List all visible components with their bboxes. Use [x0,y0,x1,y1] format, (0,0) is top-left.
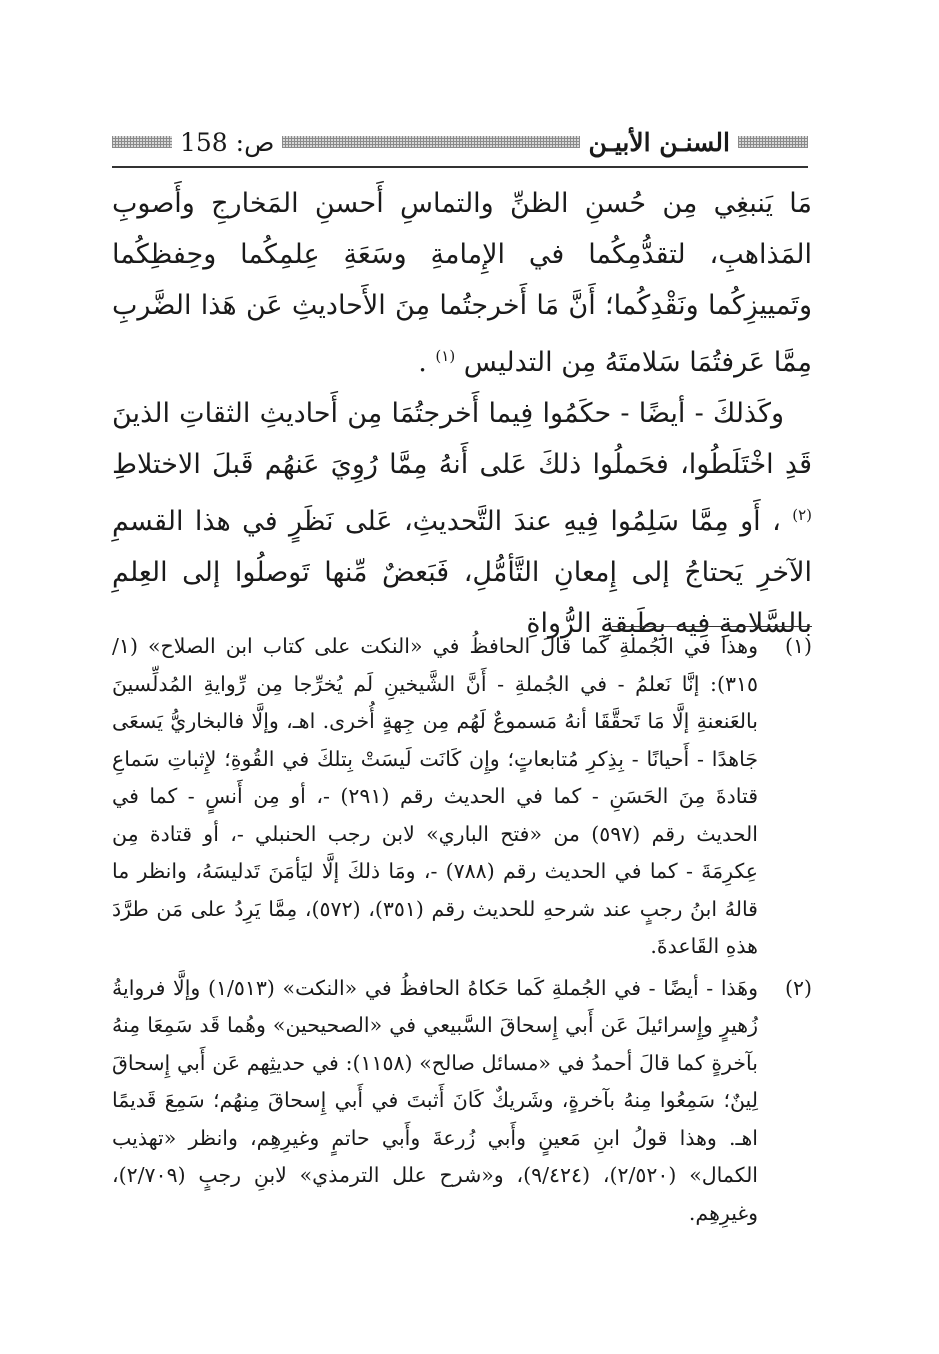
running-header [112,120,808,164]
header-ornament-middle [282,136,580,148]
footnote-2 [112,970,812,1233]
paragraph-1-text: مَا يَنبغِي مِن حُسنِ الظنِّ والتماسِ أَحسنِ المَخارجِ وأَصوبِ المَذاهبِ، لتقدُّمِكُما في الإِمامةِ وسَعَةِ عِلمِكُما وحِفظِكُما وتَمييزِكُما ونَقْدِكُما؛ أَنَّ مَا أَخرجتُما مِنَ الأَحاديثِ عَن هَذا الضَّربِ مِمَّا عَرفتُمَا سَلامتَهُ مِن التدليس [112,188,812,378]
book-title: السنـن الأبيـن [588,127,730,157]
footnote-separator [612,626,812,627]
paragraph-2-rest: ، أَو مِمَّا سَلِمُوا فِيهِ عندَ التَّحديثِ، عَلى نَظَرٍ في هذا القسمِ الآخرِ يَحتاجُ إلى إِمعانِ التَّأمُّلِ، فَبَعضٌ مِّنها تَوصلُوا إلى العِلمِ بالسَّلامةِ فِيه بِطَبقةِ الرُّواةِ [112,506,812,639]
header-ornament-left [112,136,172,148]
paragraph-2-text: وكَذلكَ - أيضًا - حكَمُوا فِيما أَخرجتُمَا مِن أَحاديثِ الثقاتِ الذينَ قَدِ اخْتَلَطُوا، فحَملُوا ذلكَ عَلى أَنهُ مِمَّا رُوِيَ عَنهُم قَبلَ الاختلاطِ [112,398,812,480]
footnote-ref-2: (٢) [792,506,812,524]
footnote-1-text: وهذا في الجُملةِ كَما قالَ الحافظُ في «النكت على كتاب ابن الصلاح» (١/ ٣١٥): إنَّا نَعلمُ - في الجُملةِ - أَنَّ الشَّيخينِ لَم يُخرِّجا مِن رِّوايةِ المُدلِّسينَ بالعَنعنةِ إلَّا مَا تَحقَّقَا أنهُ مَسموعٌ لَهُم مِن جِهةٍ أُخرى. اهـ، وإلَّا فالبخاريُّ يَسعَى جَاهدًا - أَحيانًا - بِذِكرِ مُتابعاتٍ؛ وإِن كَانَت لَيسَتْ بِتلكَ في القُوةِ؛ لإِثباتِ سَماعِ قتادةَ مِنَ الحَسَنِ - كما في الحديث رقم (٢٩١) -، أو مِن أَنسٍ - كما في الحديث رقم (٥٩٧) من «فتح الباري» لابن رجب الحنبلي -، أو قتادة مِن عِكرِمَةَ - كما في الحديث رقم (٧٨٨) -، ومَا ذلكَ إلَّا ليَأمَنَ تَدليسَهُ، وانظر ما قالهُ ابنُ رجبٍ عند شرحهِ للحديث رقم (٣٥١)، (٥٧٢)، مِمَّا يَرِدُ على مَن طرَّدَ هذهِ القَاعدةَ. [112,634,758,958]
footnote-2-number: (٢) [784,975,812,1000]
header-rule [112,166,808,168]
page-number: ص: 158 [180,127,275,157]
footnote-1 [112,628,812,966]
footnote-ref-1: (١) [435,347,456,365]
footnote-1-number: (١) [784,634,812,658]
paragraph-1-end: . [418,347,427,378]
footnote-2-text: وهَذا - أيضًا - في الجُملةِ كَما حَكاهُ الحافظُ في «النكت» (١/٥١٣) وإلَّا فروايةُ زُهيرٍ وإِسرائيلَ عَن أَبي إِسحاقَ السَّبيعي في «الصحيحين» وهُما قَد سَمِعَا مِنهُ بآخرةٍ كما قالَ أحمدُ في «مسائل صالح» (١١٥٨): في حديثِهم عَن أَبي إِسحاقَ لِينٌ؛ سَمِعُوا مِنهُ بآخرةٍ، وشَريكٌ كَانَ أَثبتَ في أَبي إِسحاقَ مِنهُم؛ سَمِعَ قَديمًا اهـ. وهذا قولُ ابنِ مَعينٍ وأَبي زُرعةَ وأَبي حاتمٍ وغيرِهِم، وانظر «تهذيب الكمال» (٢/٥٢٠)، (٩/٤٢٤)، و«شرح علل الترمذي» لابنِ رجبٍ (٢/٧٠٩)، وغيرِهِم. [112,975,759,1225]
paragraph-2 [112,388,812,649]
header-ornament-right [738,136,808,148]
main-text [112,178,812,649]
footnotes [112,628,812,1236]
paragraph-1 [112,178,812,388]
